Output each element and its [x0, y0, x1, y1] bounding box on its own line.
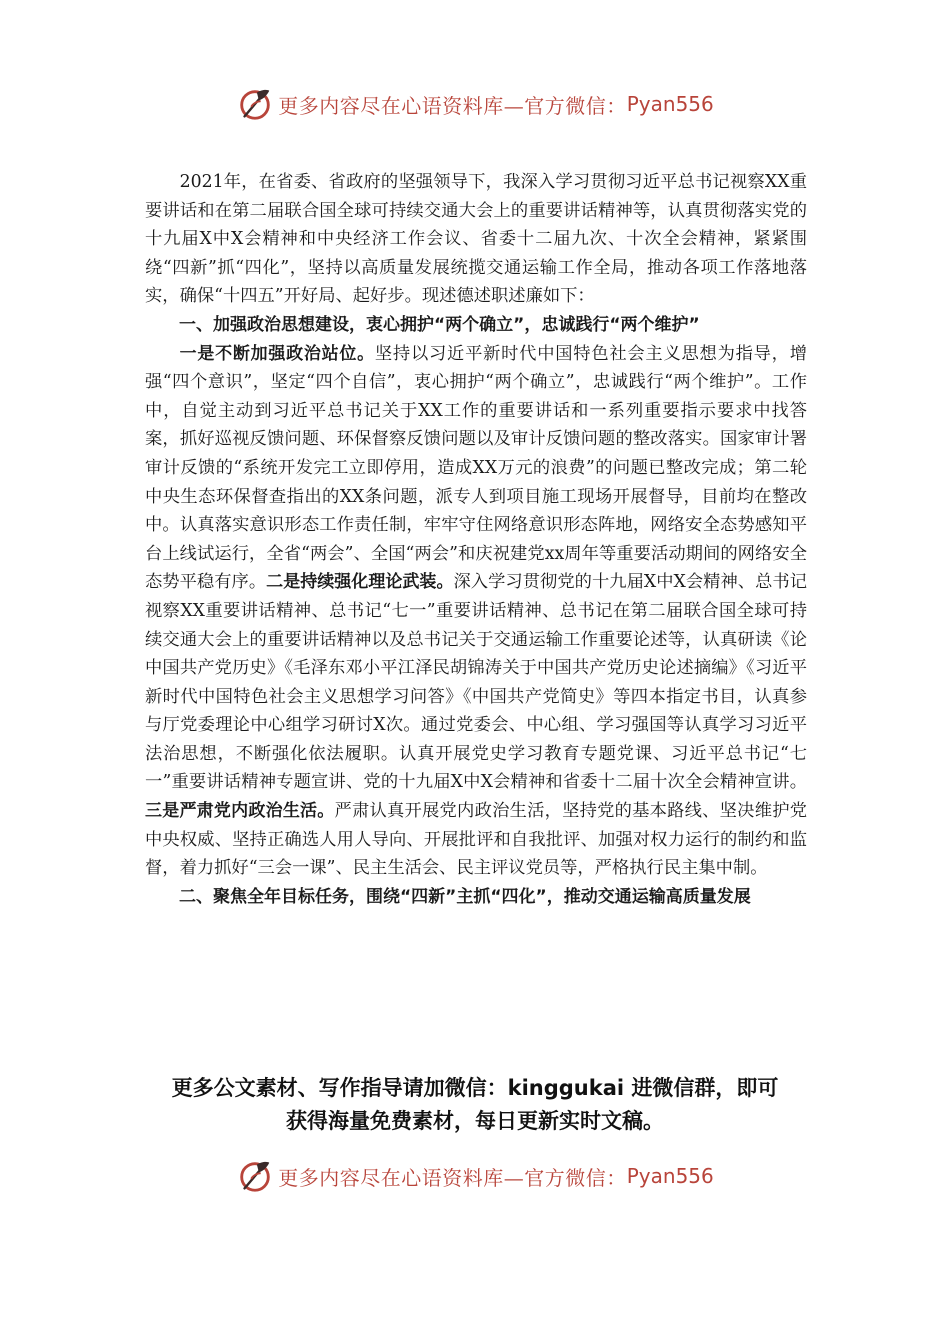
- header-wechat-id: Pyan556: [626, 92, 714, 116]
- section1-paragraph: [145, 340, 807, 883]
- promo-notice: [100, 1072, 850, 1138]
- section1-heading: 一、加强政治思想建设，衷心拥护“两个确立”，忠诚践行“两个维护”: [179, 314, 700, 335]
- point3-text: 严肃认真开展党内政治生活，坚持党的基本路线、坚决维护党中央权威、坚持正确选人用人导向、开展批评和自我批评、加强对权力运行的制约和监督，着力抓好“三会一课”、民主生活会、民主评议党员等，严格执行民主集中制。: [145, 801, 807, 879]
- footer-banner: [0, 1154, 950, 1198]
- promo-line-1: 更多公文素材、写作指导请加微信：kinggukai 进微信群，即可: [171, 1076, 779, 1100]
- point1-text: 坚持以习近平新时代中国特色社会主义思想为指导，增强“四个意识”，坚定“四个自信”，衷心拥护“两个确立”，忠诚践行“两个维护”。工作中，自觉主动到习近平总书记关于XX工作的重要讲话和一系列重要指示要求中找答案，抓好巡视反馈问题、环保督察反馈问题以及审计反馈问题的整改落实。国家审计署审计反馈的“系统开发完工立即停用，造成XX万元的浪费”的问题已整改完成；第二轮中央生态环保督查指出的XX条问题，派专人到项目施工现场开展督导，目前均在整改中。认真落实意识形态工作责任制，牢牢守住网络意识形态阵地，网络安全态势感知平台上线试运行，全省“两会”、全国“两会”和庆祝建党xx周年等重要活动期间的网络安全态势平稳有序。: [145, 343, 807, 593]
- document-body: [145, 168, 807, 911]
- header-banner: [0, 82, 950, 126]
- point2-lead: 二是持续强化理论武装。: [266, 572, 454, 593]
- header-brand-text: 更多内容尽在心语资料库—官方微信：: [278, 93, 627, 118]
- section2-heading: 二、聚焦全年目标任务，围绕“四新”主抓“四化”，推动交通运输高质量发展: [179, 886, 751, 907]
- point2-text: 深入学习贯彻党的十九届X中X会精神、总书记视察XX重要讲话精神、总书记“七一”重要讲话精神、总书记在第二届联合国全球可持续交通大会上的重要讲话精神以及总书记关于交通运输工作重要论述等，认真研读《论中国共产党历史》《毛泽东邓小平江泽民胡锦涛关于中国共产党历史论述摘编》《习近平新时代中国特色社会主义思想学习问答》《中国共产党简史》等四本指定书目，认真参与厅党委理论中心组学习研讨X次。通过党委会、中心组、学习强国等认真学习习近平法治思想，不断强化依法履职。认真开展党史学习教育专题党课、习近平总书记“七一”重要讲话精神专题宣讲、党的十九届X中X会精神和省委十二届十次全会精神宣讲。: [145, 572, 807, 793]
- point1-lead: 一是不断加强政治站位。: [179, 343, 375, 364]
- intro-paragraph: 2021年，在省委、省政府的坚强领导下，我深入学习贯彻习近平总书记视察XX重要讲话和在第二届联合国全球可持续交通大会上的重要讲话精神等，认真贯彻落实党的十九届X中X会精神和中央经济工作会议、省委十二届九次、十次全会精神，紧紧围绕“四新”抓“四化”，坚持以高质量发展统揽交通运输工作全局，推动各项工作落地落实，确保“十四五”开好局、起好步。现述德述职述廉如下：: [145, 172, 807, 307]
- point3-lead: 三是严肃党内政治生活。: [145, 801, 335, 822]
- promo-line-2: 获得海量免费素材，每日更新实时文稿。: [286, 1109, 664, 1133]
- quill-logo-icon: [236, 85, 274, 123]
- footer-brand-text: 更多内容尽在心语资料库—官方微信：: [278, 1165, 627, 1190]
- quill-logo-icon: [236, 1157, 274, 1195]
- footer-wechat-id: Pyan556: [626, 1164, 714, 1188]
